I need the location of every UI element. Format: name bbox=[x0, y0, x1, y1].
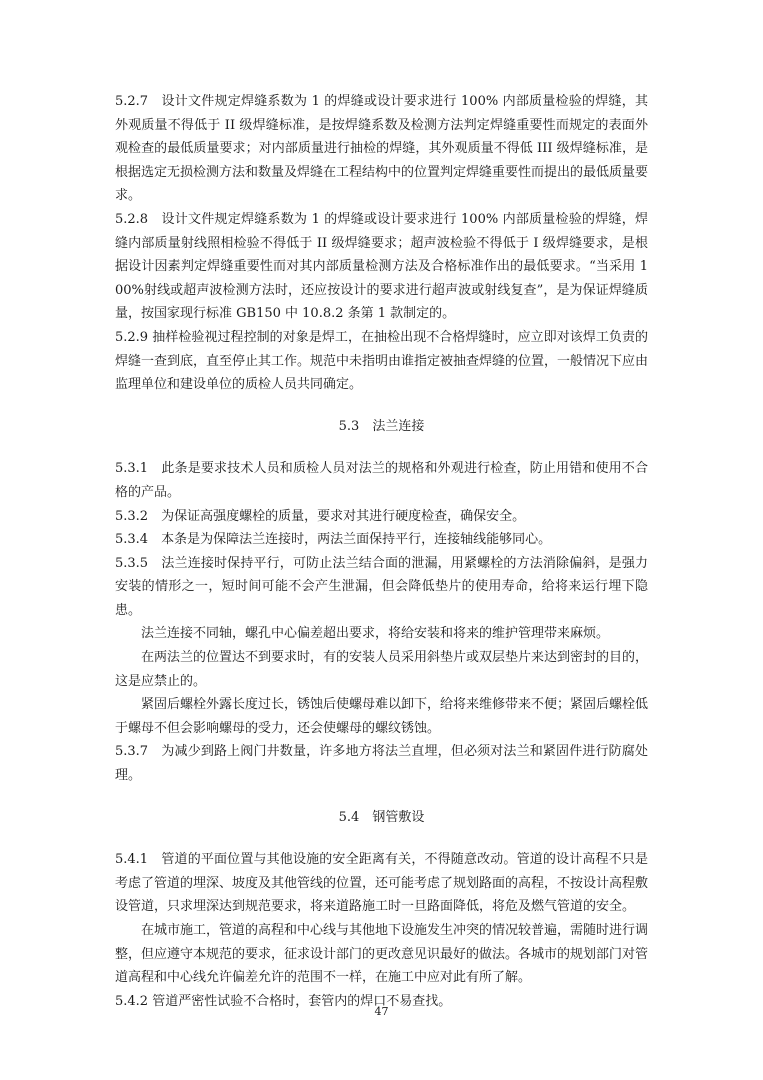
clause-5-3-4: 5.3.4 本条是为保障法兰连接时，两法兰面保持平行，连接轴线能够同心。 bbox=[115, 532, 552, 548]
clause-5-3-7: 5.3.7 为减少到路上阀门井数量，许多地方将法兰直埋，但必须对法兰和紧固件进行防腐处理。 bbox=[115, 744, 648, 784]
page-number: 47 bbox=[374, 1005, 389, 1018]
section-heading-5-3: 5.3 法兰连接 bbox=[338, 418, 425, 434]
clause-5-2-7: 5.2.7 设计文件规定焊缝系数为 1 的焊缝或设计要求进行 100% 内部质量检验的焊缝，其外观质量不得低于 II 级焊缝标准，是按焊缝系数及检测方法判定焊缝重要性而规定的表面外观检查的最低质量要求；对内部质量进行抽检的焊缝，其外观质量不得低 III 级焊缝标准，是根据选定无损检测方法和数量及焊缝在工程结构中的位置判定焊缝重要性而提出的最低质量要求。 bbox=[115, 94, 649, 204]
clause-5-3-5-note-3: 紧固后螺栓外露长度过长，锈蚀后使螺母难以卸下，给将来维修带来不便；紧固后螺栓低于螺母不但会影响螺母的受力，还会使螺母的螺纹锈蚀。 bbox=[115, 697, 649, 736]
section-heading-5-4: 5.4 钢管敷设 bbox=[338, 809, 425, 825]
clause-5-3-1: 5.3.1 此条是要求技术人员和质检人员对法兰的规格和外观进行检查，防止用错和使用不合格的产品。 bbox=[115, 461, 648, 500]
clause-5-3-5-note-1: 法兰连接不同轴，螺孔中心偏差超出要求，将给安装和将来的维护管理带来麻烦。 bbox=[141, 626, 610, 642]
clause-5-3-2: 5.3.2 为保证高强度螺栓的质量，要求对其进行硬度检查，确保安全。 bbox=[115, 508, 526, 524]
clause-5-2-9: 5.2.9 抽样检验视过程控制的对象是焊工，在抽检出现不合格焊缝时，应立即对该焊工负责的焊缝一查到底，直至停止其工作。规范中未指明由谁指定被抽查焊缝的位置，一般情况下应由监理单位和建设单位的质检人员共同确定。 bbox=[115, 329, 649, 393]
clause-5-4-2: 5.4.2 管道严密性试验不合格时，套管内的焊口不易查找。 bbox=[115, 993, 452, 1009]
clause-5-4-1: 5.4.1 管道的平面位置与其他设施的安全距离有关，不得随意改动。管道的设计高程不只是考虑了管道的埋深、坡度及其他管线的位置，还可能考虑了规划路面的高程，不按设计高程敷设管道，只求埋深达到规范要求，将来道路施工时一旦路面降低，将危及燃气管道的安全。 bbox=[115, 852, 649, 915]
clause-5-3-5-note-2: 在两法兰的位置达不到要求时，有的安装人员采用斜垫片或双层垫片来达到密封的目的，这是应禁止的。 bbox=[115, 650, 649, 689]
clause-5-4-1-note: 在城市施工，管道的高程和中心线与其他地下设施发生冲突的情况较普遍，需随时进行调整，但应遵守本规范的要求，征求设计部门的更改意见识最好的做法。各城市的规划部门对管道高程和中心线允许偏差允许的范围不一样，在施工中应对此有所了解。 bbox=[115, 923, 649, 986]
clause-5-2-8: 5.2.8 设计文件规定焊缝系数为 1 的焊缝或设计要求进行 100% 内部质量检验的焊缝，焊缝内部质量射线照相检验不得低于 II 级焊缝要求；超声波检验不得低于 I 级焊缝要求，是根据设计因素判定焊缝重要性而对其内部质量检测方法及合格标准作出的最低要求。“当采用 100%射线或超声波检测方法时，还应按设计的要求进行超声波或射线复查”，是为保证焊缝质量，按国家现行标准 GB150 中 10.8.2 条第 1 款制定的。 bbox=[115, 211, 648, 322]
clause-5-3-5: 5.3.5 法兰连接时保持平行，可防止法兰结合面的泄漏，用紧螺栓的方法消除偏斜，是强力安装的情形之一，短时间可能不会产生泄漏，但会降低垫片的使用寿命，给将来运行埋下隐患。 bbox=[115, 555, 648, 618]
